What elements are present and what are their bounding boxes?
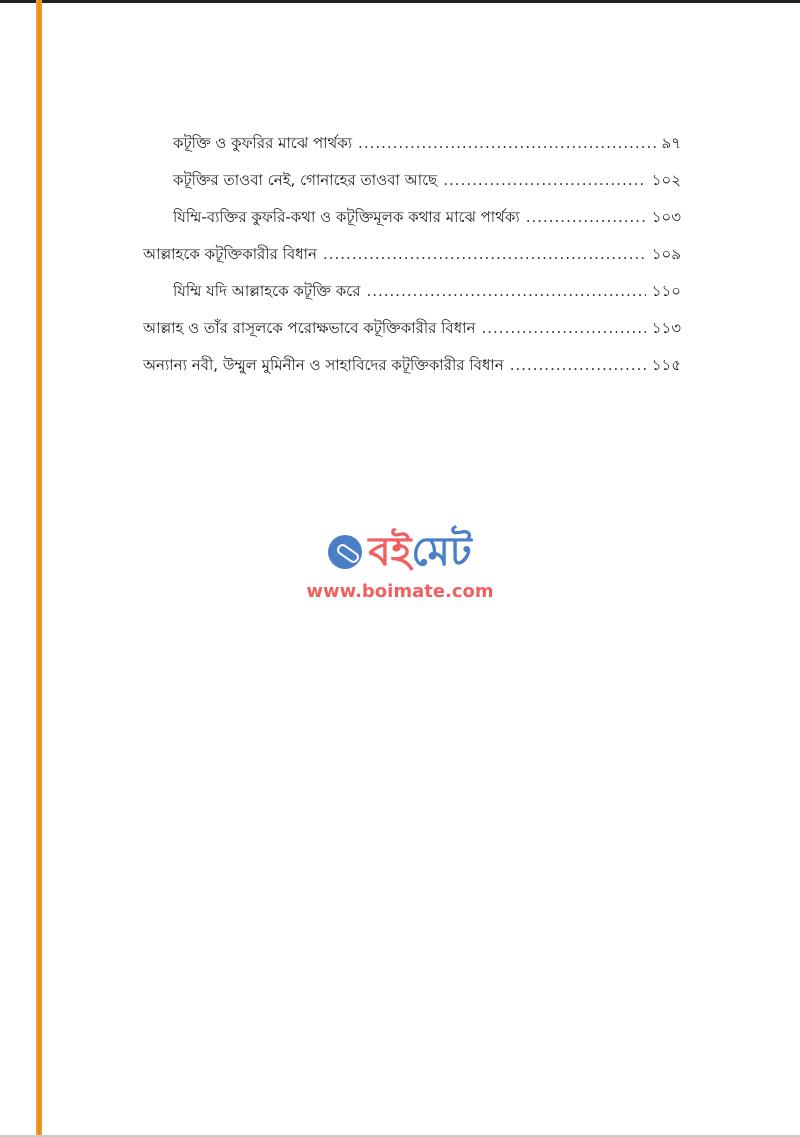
toc-entry-title: যিম্মি যদি আল্লাহকে কটূক্তি করে: [173, 282, 361, 300]
toc-entry: [143, 243, 681, 280]
toc-entry-title: কটূক্তির তাওবা নেই, গোনাহের তাওবা আছে: [173, 171, 438, 189]
toc-entry-page: ১১৩: [651, 319, 681, 337]
toc-entry: [143, 354, 681, 391]
brand-part-blue: মেট: [411, 529, 472, 575]
toc-entry-title: অন্যান্য নবী, উম্মুল মুমিনীন ও সাহাবিদের কটূক্তিকারীর বিধান: [143, 356, 504, 374]
toc-entry-page: ১০৯: [651, 245, 681, 263]
top-border: [0, 0, 800, 3]
toc-entry: [143, 317, 681, 354]
toc-entry-title: যিম্মি-ব্যক্তির কুফরি-কথা ও কটূক্তিমূলক কথার মাঝে পার্থক্য: [173, 208, 520, 226]
dot-leader: [358, 134, 655, 152]
boimate-watermark: [285, 527, 515, 602]
toc-entry-page: ১১৫: [651, 356, 681, 374]
toc-entry-title: আল্লাহ ও তাঁর রাসূলকে পরোক্ষভাবে কটূক্তিকারীর বিধান: [143, 319, 476, 337]
dot-leader: [482, 319, 646, 337]
toc-entry-title: আল্লাহকে কটূক্তিকারীর বিধান: [143, 245, 317, 263]
toc-entry: [143, 206, 681, 243]
dot-leader: [510, 356, 646, 374]
table-of-contents: [143, 132, 681, 391]
paperclip-icon: [328, 535, 362, 569]
dot-leader: [443, 171, 645, 189]
book-spine-line: [36, 0, 42, 1137]
toc-entry-page: ১০২: [651, 171, 681, 189]
toc-entry-page: ১১০: [651, 282, 681, 300]
toc-entry-title: কটূক্তি ও কুফরির মাঝে পার্থক্য: [173, 134, 353, 152]
dot-leader: [323, 245, 646, 263]
dot-leader: [366, 282, 645, 300]
toc-entry: [143, 280, 681, 317]
watermark-brand: [285, 527, 515, 577]
toc-entry-page: ৯৭: [661, 134, 681, 152]
toc-entry-page: ১০৩: [651, 208, 681, 226]
brand-part-red: বই: [368, 529, 412, 575]
toc-entry: [143, 132, 681, 169]
dot-leader: [526, 208, 646, 226]
watermark-url: www.boimate.com: [306, 581, 494, 602]
toc-entry: [143, 169, 681, 206]
